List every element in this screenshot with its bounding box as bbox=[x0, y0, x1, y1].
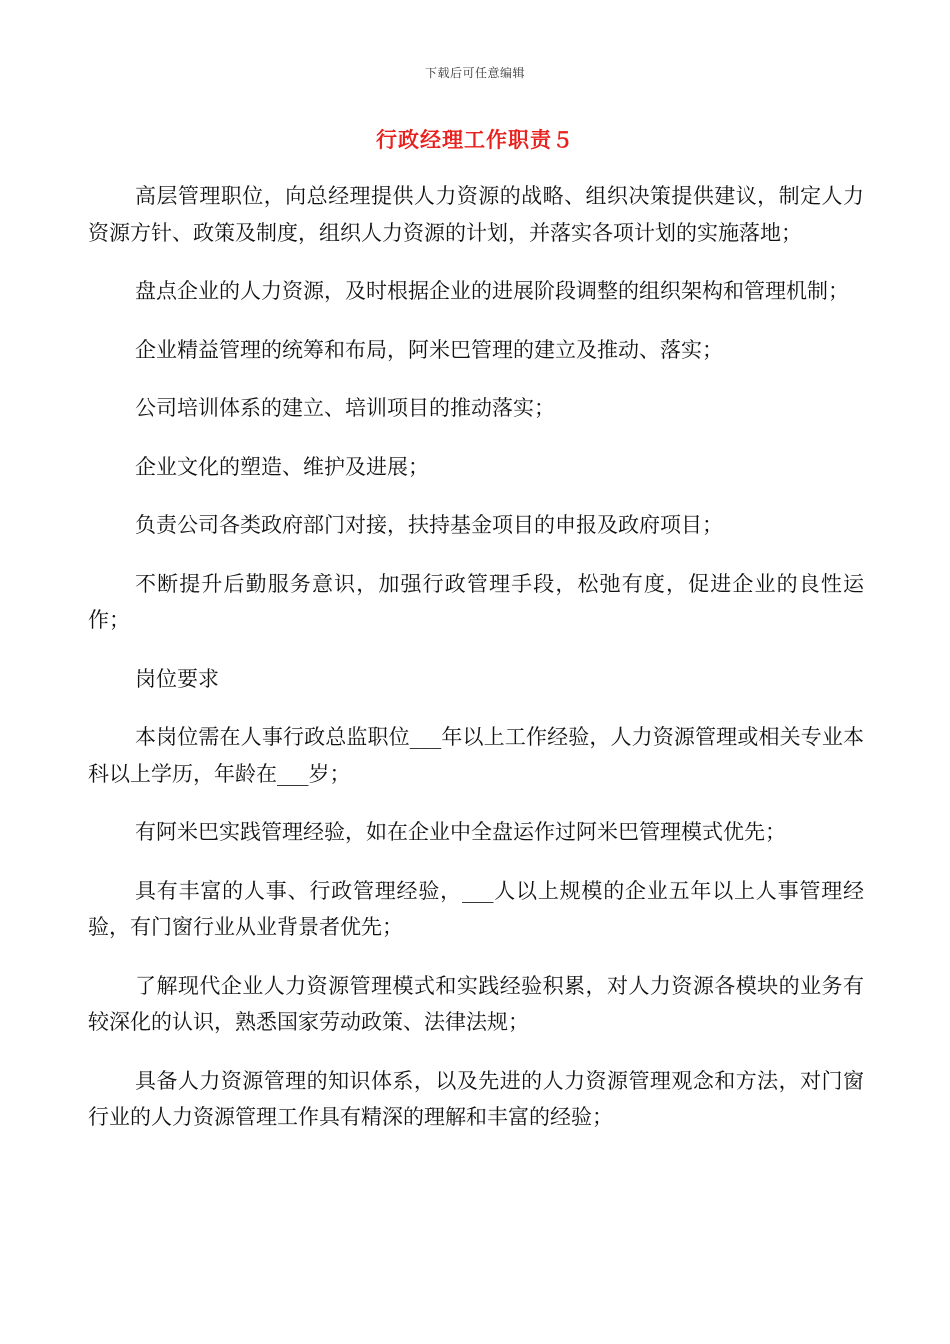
header-note: 下载后可任意编辑 bbox=[424, 66, 525, 80]
document-body bbox=[88, 178, 864, 1158]
paragraph-13: 具备人力资源管理的知识体系，以及先进的人力资源管理观念和方法，对门窗行业的人力资源管理工作具有精深的理解和丰富的经验； bbox=[88, 1068, 864, 1129]
paragraph-2: 盘点企业的人力资源，及时根据企业的进展阶段调整的组织架构和管理机制； bbox=[135, 279, 849, 303]
paragraph-5: 企业文化的塑造、维护及进展； bbox=[135, 454, 429, 479]
paragraph-12: 了解现代企业人力资源管理模式和实践经验积累，对人力资源各模块的业务有较深化的认识，熟悉国家劳动政策、法律法规； bbox=[88, 973, 864, 1034]
paragraph-3: 企业精益管理的统筹和布局，阿米巴管理的建立及推动、落实； bbox=[135, 337, 723, 362]
document-title: 行政经理工作职责５ bbox=[376, 128, 574, 152]
paragraph-7: 不断提升后勤服务意识，加强行政管理手段，松弛有度，促进企业的良性运作； bbox=[88, 571, 864, 632]
paragraph-1: 高层管理职位，向总经理提供人力资源的战略、组织决策提供建议，制定人力资源方针、政策及制度，组织人力资源的计划，并落实各项计划的实施落地； bbox=[88, 184, 864, 245]
paragraph-10: 有阿米巴实践管理经验，如在企业中全盘运作过阿米巴管理模式优先； bbox=[135, 820, 786, 844]
paragraph-11: 具有丰富的人事、行政管理经验，___人以上规模的企业五年以上人事管理经验，有门窗行业从业背景者优先； bbox=[88, 878, 864, 939]
paragraph-4: 公司培训体系的建立、培训项目的推动落实； bbox=[135, 396, 555, 420]
paragraph-9: 本岗位需在人事行政总监职位___年以上工作经验，人力资源管理或相关专业本科以上学历，年龄在___岁； bbox=[88, 725, 864, 786]
paragraph-6: 负责公司各类政府部门对接，扶持基金项目的申报及政府项目； bbox=[135, 513, 723, 537]
section-heading-requirements: 岗位要求 bbox=[135, 666, 219, 691]
